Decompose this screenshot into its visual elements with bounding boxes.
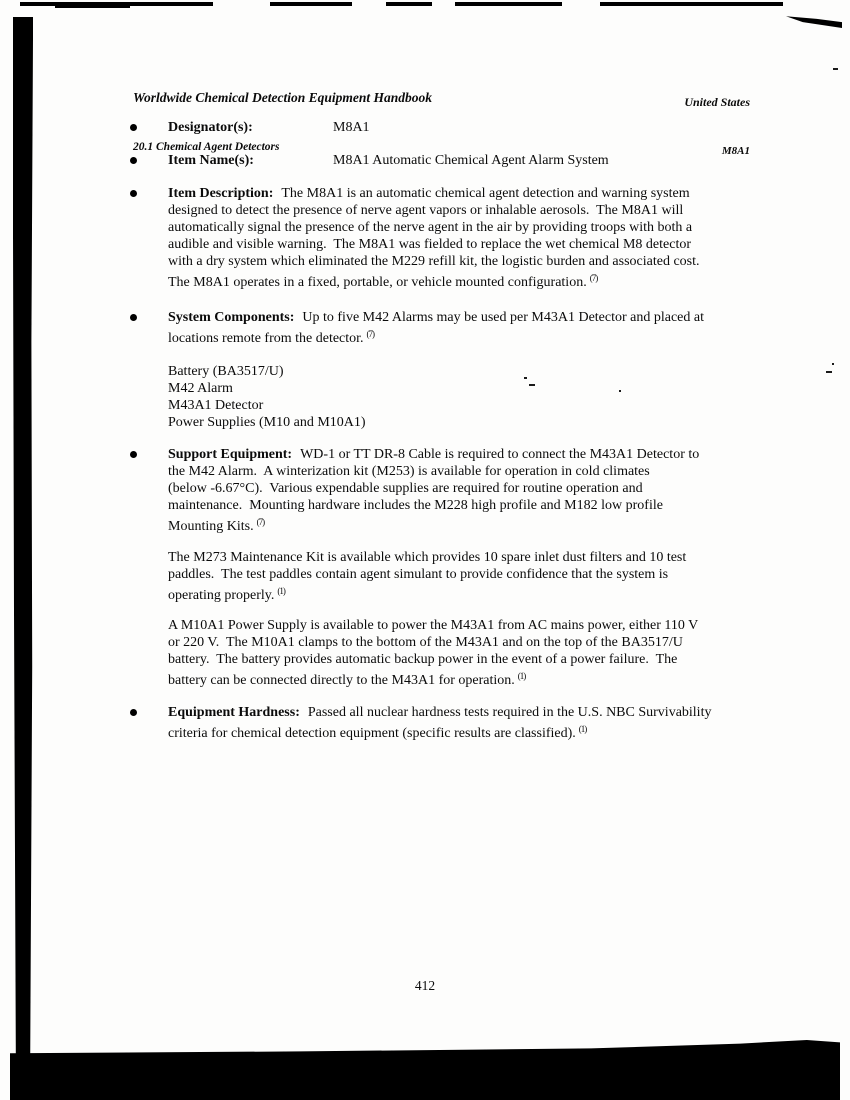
footnote-marker: (1) <box>578 724 587 734</box>
paragraph-line: paddles. The test paddles contain agent simulant to provide confidence that the system is <box>168 567 669 582</box>
field-label: Equipment Hardness: <box>168 705 300 720</box>
paragraph-line: battery can be connected directly to the M43A1 for operation. <box>168 673 515 688</box>
footnote-marker: (7) <box>256 517 265 527</box>
bullet-icon <box>130 190 137 197</box>
field-value: M8A1 Automatic Chemical Agent Alarm System <box>333 153 609 168</box>
paragraph-line: WD-1 or TT DR-8 Cable is required to connect the M43A1 Detector to <box>300 447 700 462</box>
section-support-equipment <box>168 446 788 535</box>
paragraph-line: the M42 Alarm. A winterization kit (M253) is available for operation in cold climates <box>168 464 650 479</box>
scan-artifact-top-line <box>270 2 352 6</box>
list-item: M43A1 Detector <box>168 398 264 413</box>
paragraph-line: The M8A1 operates in a fixed, portable, or vehicle mounted configuration. <box>168 275 587 290</box>
scan-speck <box>832 363 834 365</box>
scan-artifact-left-bar <box>13 17 33 1100</box>
list-item: M42 Alarm <box>168 381 233 396</box>
scan-artifact-top-line <box>600 2 783 6</box>
paragraph-line: battery. The battery provides automatic backup power in the event of a power failure. The <box>168 652 678 667</box>
field-label: Item Name(s): <box>168 153 254 168</box>
chapter-title: 20.1 Chemical Agent Detectors <box>133 141 280 153</box>
footnote-marker: (1) <box>517 671 526 681</box>
bullet-icon <box>130 709 137 716</box>
paragraph-line: operating properly. <box>168 588 275 603</box>
scan-speck <box>833 68 838 70</box>
bullet-icon <box>130 314 137 321</box>
paragraph-line: criteria for chemical detection equipment (specific results are classified). <box>168 726 576 741</box>
scan-speck <box>826 371 832 373</box>
scan-artifact-top-line <box>455 2 562 6</box>
field-value: M8A1 <box>333 120 370 135</box>
paragraph-line: designed to detect the presence of nerve agent vapors or inhalable aerosols. The M8A1 will <box>168 203 684 218</box>
book-title: Worldwide Chemical Detection Equipment Handbook <box>133 90 433 105</box>
bullet-icon <box>130 451 137 458</box>
section-system-components <box>168 309 788 347</box>
paragraph-line: audible and visible warning. The M8A1 was fielded to replace the wet chemical M8 detector <box>168 237 692 252</box>
paragraph-line: A M10A1 Power Supply is available to power the M43A1 from AC mains power, either 110 V <box>168 618 699 633</box>
section-designator <box>168 119 788 136</box>
paragraph-line: The M273 Maintenance Kit is available which provides 10 spare inlet dust filters and 10 test <box>168 550 687 565</box>
component-list <box>168 363 788 431</box>
paragraph-line: maintenance. Mounting hardware includes the M228 high profile and M182 low profile <box>168 498 663 513</box>
paragraph-line: Passed all nuclear hardness tests required in the U.S. NBC Survivability <box>307 705 712 720</box>
paragraph-line: (below -6.67°C). Various expendable supplies are required for routine operation and <box>168 481 643 496</box>
paragraph-line: Mounting Kits. <box>168 519 254 534</box>
section-item-description <box>168 185 788 291</box>
scan-artifact-bottom-bar <box>10 1040 840 1100</box>
paragraph-line: or 220 V. The M10A1 clamps to the bottom of the M43A1 and on the top of the BA3517/U <box>168 635 683 650</box>
scan-artifact-corner-streak <box>786 15 842 28</box>
scan-artifact-top-line <box>386 2 432 6</box>
footnote-marker: (7) <box>366 329 375 339</box>
country-label: United States <box>684 95 750 109</box>
paragraph-power-supply <box>168 617 788 689</box>
field-label: Designator(s): <box>168 120 253 135</box>
footnote-marker: (7) <box>589 273 598 283</box>
paragraph-line: The M8A1 is an automatic chemical agent detection and warning system <box>281 186 690 201</box>
item-code-label: M8A1 <box>721 145 750 157</box>
paragraph-line: automatically signal the presence of the nerve agent in the air by providing troops with both a <box>168 220 693 235</box>
field-label: System Components: <box>168 310 295 325</box>
paragraph-line: with a dry system which eliminated the M229 refill kit, the logistic burden and associated cost. <box>168 254 700 269</box>
paragraph-line: locations remote from the detector. <box>168 331 364 346</box>
list-item: Power Supplies (M10 and M10A1) <box>168 415 366 430</box>
footnote-marker: (1) <box>277 586 285 596</box>
paragraph-line: Up to five M42 Alarms may be used per M43A1 Detector and placed at <box>302 310 705 325</box>
bullet-icon <box>130 157 137 164</box>
field-label: Item Description: <box>168 186 274 201</box>
section-equipment-hardness <box>168 704 788 742</box>
bullet-icon <box>130 124 137 131</box>
field-label: Support Equipment: <box>168 447 293 462</box>
paragraph-maintenance-kit <box>168 549 788 604</box>
page-number: 412 <box>414 978 436 993</box>
scan-artifact-top-line <box>55 2 130 8</box>
list-item: Battery (BA3517/U) <box>168 364 284 379</box>
section-item-name <box>168 152 788 169</box>
